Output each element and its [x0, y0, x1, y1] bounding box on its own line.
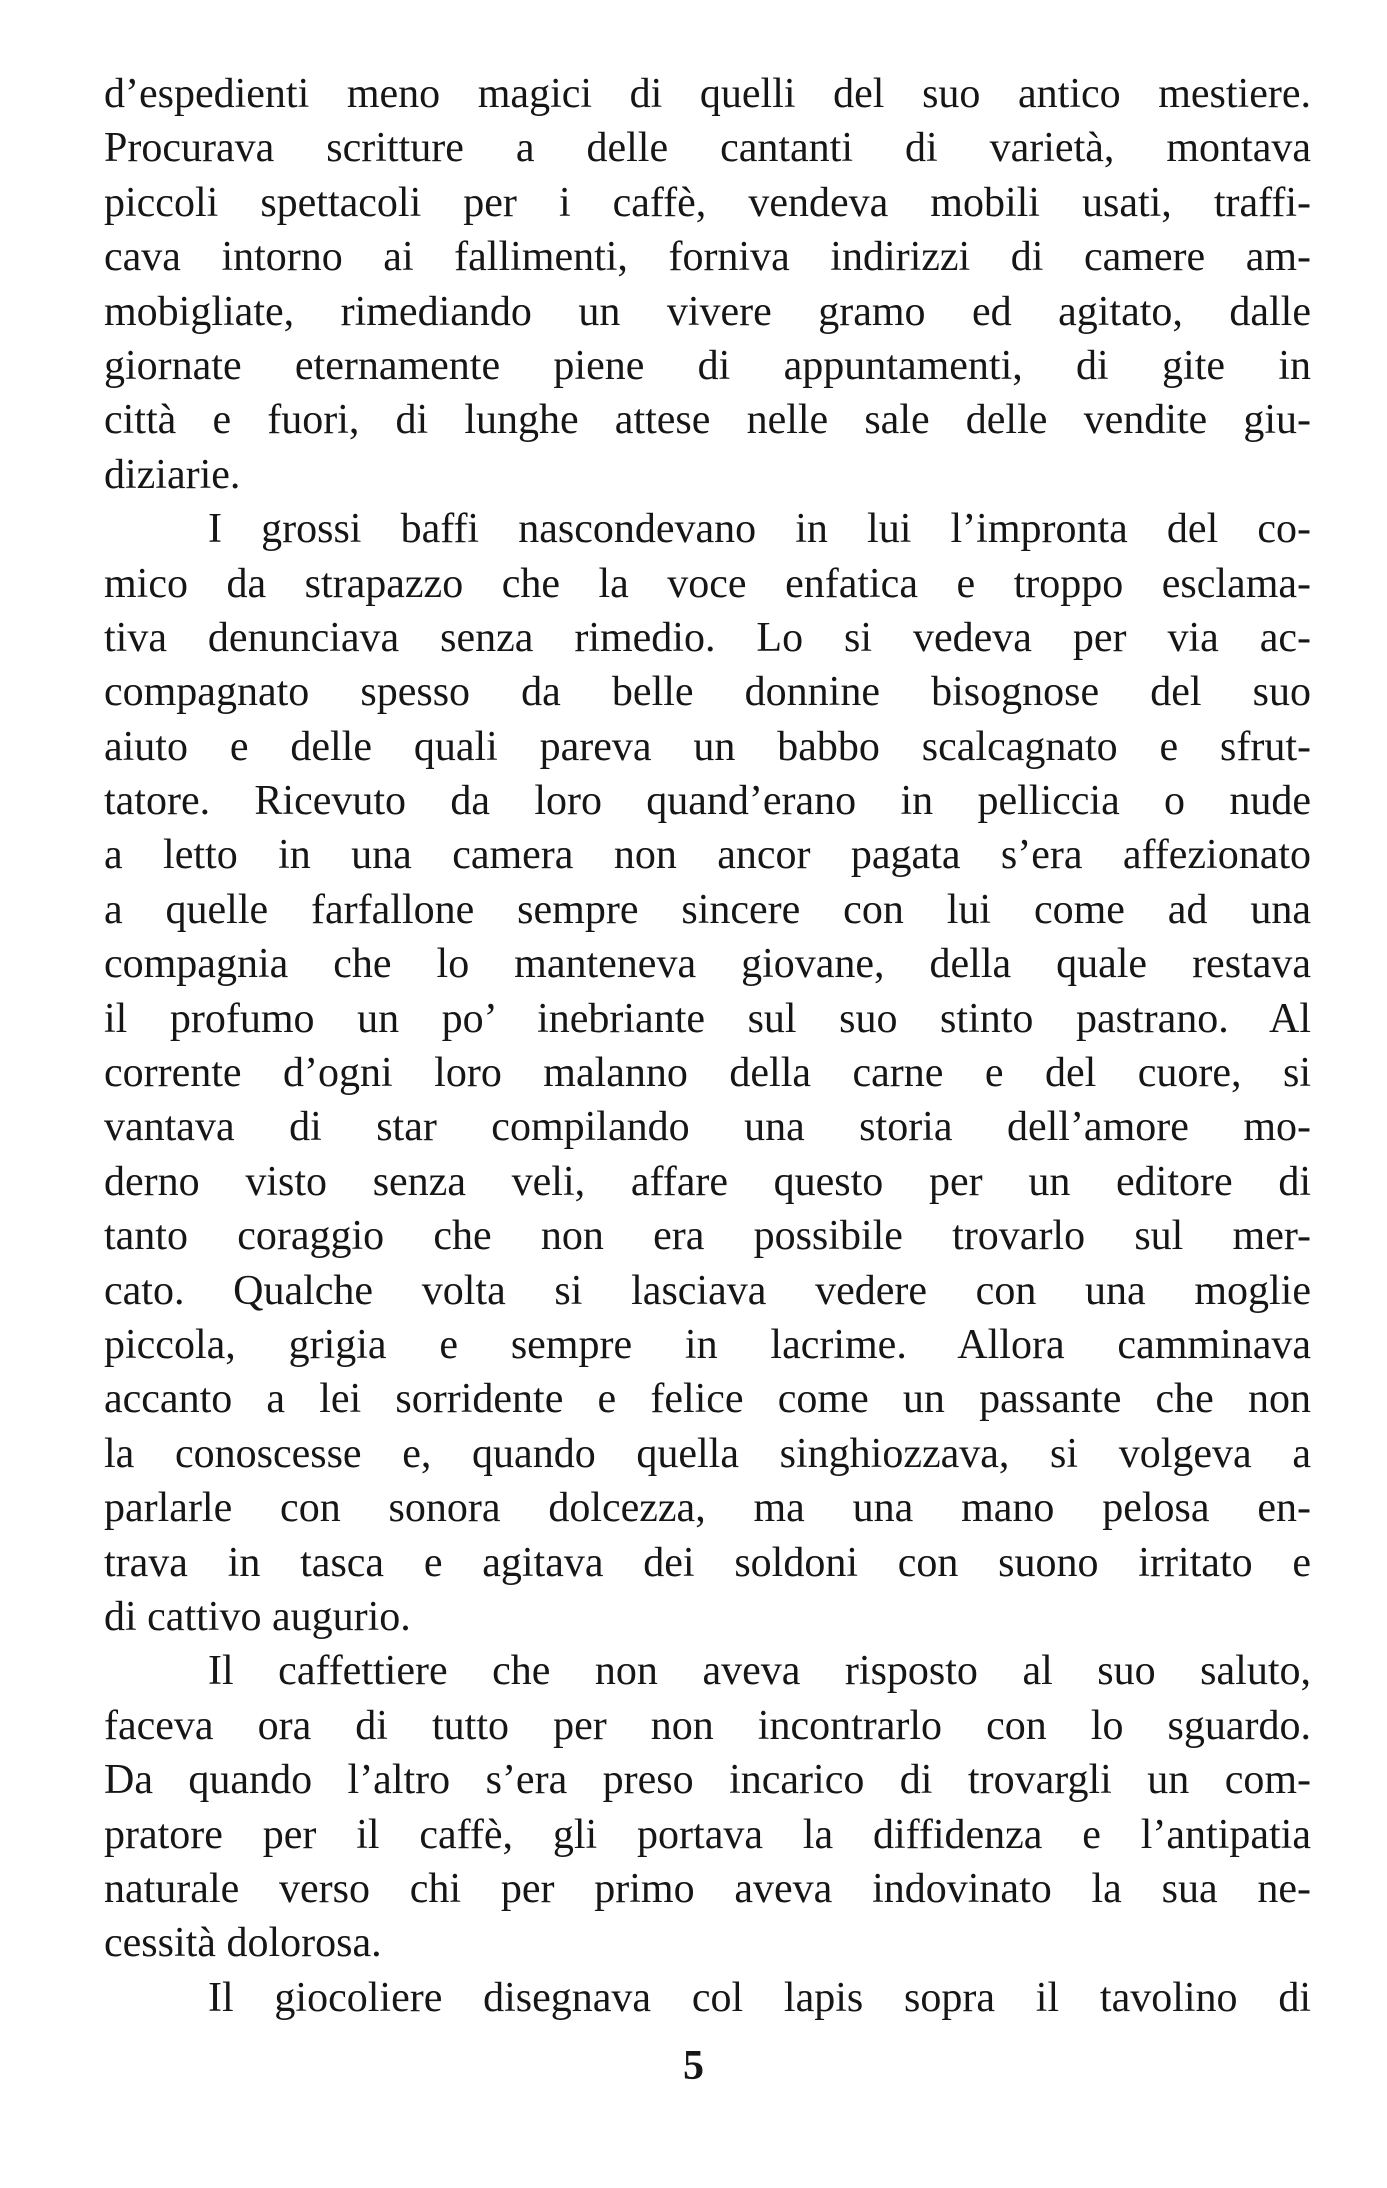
text-line: compagnato spesso da belle donnine bisognose del suo: [104, 669, 1311, 716]
text-line: Il caffettiere che non aveva risposto al suo saluto,: [208, 1648, 1311, 1695]
text-line: Il giocoliere disegnava col lapis sopra il tavolino di: [208, 1974, 1311, 2021]
text-line: aiuto e delle quali pareva un babbo scalcagnato e sfrut-: [104, 723, 1311, 770]
text-line: diziarie.: [104, 451, 241, 498]
text-line: il profumo un po’ inebriante sul suo stinto pastrano. Al: [104, 995, 1311, 1042]
text-line: d’espedienti meno magici di quelli del suo antico mestiere.: [104, 71, 1311, 117]
text-line: faceva ora di tutto per non incontrarlo con lo sguardo.: [104, 1702, 1311, 1749]
text-line: I grossi baffi nascondevano in lui l’impronta del co-: [208, 506, 1311, 553]
text-line: giornate eternamente piene di appuntamenti, di gite in: [104, 342, 1311, 389]
text-line: mobigliate, rimediando un vivere gramo ed agitato, dalle: [104, 288, 1311, 335]
text-line: Procurava scritture a delle cantanti di varietà, montava: [104, 125, 1311, 172]
text-line: piccoli spettacoli per i caffè, vendeva mobili usati, traffi-: [104, 179, 1311, 226]
text-line: trava in tasca e agitava dei soldoni con suono irritato e: [104, 1539, 1311, 1586]
page-number: 5: [683, 2043, 704, 2089]
text-line: cato. Qualche volta si lasciava vedere con una moglie: [104, 1267, 1311, 1314]
text-line: tanto coraggio che non era possibile trovarlo sul mer-: [104, 1213, 1311, 1260]
text-line: accanto a lei sorridente e felice come un passante che non: [104, 1376, 1311, 1423]
text-line: a quelle farfallone sempre sincere con lui come ad una: [104, 886, 1311, 933]
text-line: a letto in una camera non ancor pagata s’era affezionato: [104, 832, 1311, 879]
text-line: parlarle con sonora dolcezza, ma una mano pelosa en-: [104, 1485, 1311, 1532]
text-line: cessità dolorosa.: [104, 1920, 382, 1967]
text-line: mico da strapazzo che la voce enfatica e troppo esclama-: [104, 560, 1311, 607]
text-line: vantava di star compilando una storia dell’amore mo-: [104, 1104, 1311, 1151]
text-line: pratore per il caffè, gli portava la diffidenza e l’antipatia: [104, 1811, 1311, 1858]
text-line: di cattivo augurio.: [104, 1593, 411, 1640]
text-line: tiva denunciava senza rimedio. Lo si vedeva per via ac-: [104, 614, 1311, 661]
text-line: derno visto senza veli, affare questo per un editore di: [104, 1158, 1311, 1205]
text-line: compagnia che lo manteneva giovane, della quale restava: [104, 941, 1311, 988]
body-text: [104, 67, 1311, 2025]
text-line: naturale verso chi per primo aveva indovinato la sua ne-: [104, 1865, 1311, 1912]
text-line: città e fuori, di lunghe attese nelle sale delle vendite giu-: [104, 397, 1311, 444]
text-line: Da quando l’altro s’era preso incarico di trovargli un com-: [104, 1757, 1311, 1804]
text-line: la conoscesse e, quando quella singhiozzava, si volgeva a: [104, 1430, 1311, 1477]
text-line: corrente d’ogni loro malanno della carne e del cuore, si: [104, 1050, 1311, 1097]
text-line: tatore. Ricevuto da loro quand’erano in pelliccia o nude: [104, 778, 1311, 825]
text-line: cava intorno ai fallimenti, forniva indirizzi di camere am-: [104, 234, 1311, 281]
text-line: piccola, grigia e sempre in lacrime. Allora camminava: [104, 1321, 1311, 1368]
